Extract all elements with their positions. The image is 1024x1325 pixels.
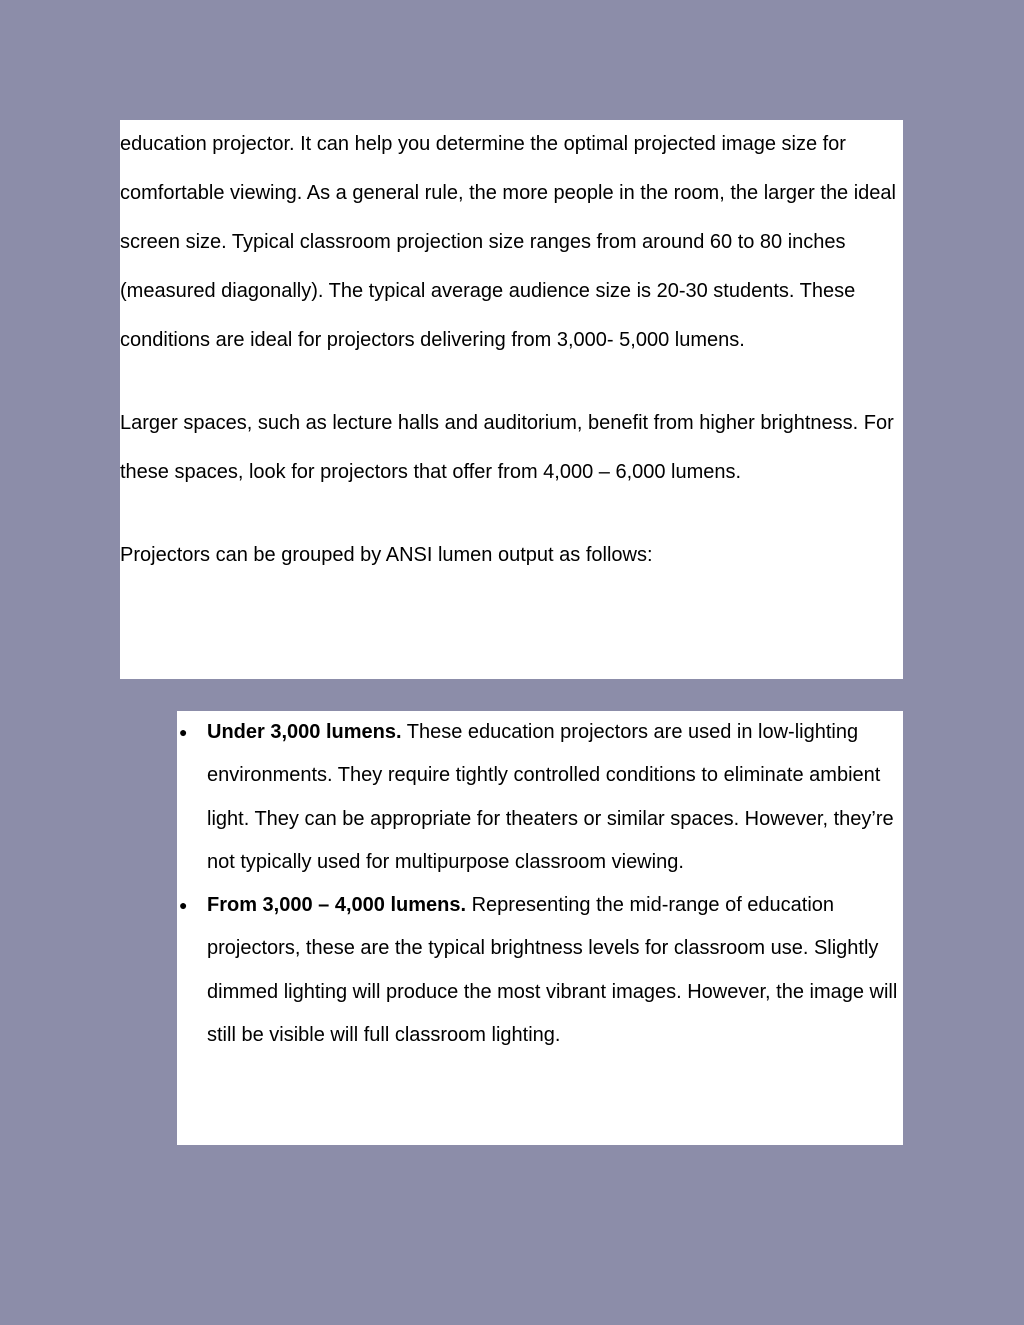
list-item-text: Representing the mid-range of education projectors, these are the typical brightness levels for classroom use. Slightly dimmed lighting will produce the most vibrant images. However, the image will still be visible will full classroom lighting. <box>207 894 898 1047</box>
bullet-icon: ● <box>179 724 188 740</box>
lumen-bullet-list <box>177 711 903 1057</box>
paragraph-larger-spaces: Larger spaces, such as lecture halls and auditorium, benefit from higher brightness. For these spaces, look for projectors that offer from 4,000 – 6,000 lumens. <box>120 412 894 483</box>
intro-text-block <box>120 120 903 679</box>
list-item-text: These education projectors are used in low-lighting environments. They require tightly controlled conditions to eliminate ambient light. They can be appropriate for theaters or similar spaces. However, they’re not typically used for multipurpose classroom viewing. <box>207 721 894 873</box>
list-item <box>177 711 903 884</box>
paragraph-grouping-intro: Projectors can be grouped by ANSI lumen output as follows: <box>120 544 653 566</box>
bullet-icon: ● <box>179 897 188 914</box>
lumen-list-block <box>177 711 903 1145</box>
list-item-heading: From 3,000 – 4,000 lumens. <box>207 894 467 917</box>
paragraph-gap <box>120 365 903 399</box>
paragraph-screen-size: education projector. It can help you determine the optimal projected image size for comfortable viewing. As a general rule, the more people in the room, the larger the ideal screen size. Typical classroom projection size ranges from around 60 to 80 inches (measured diagonally). The typical average audience size is 20-30 students. These conditions are ideal for projectors delivering from 3,000- 5,000 lumens. <box>120 133 896 351</box>
paragraph-gap <box>120 497 903 531</box>
list-item <box>177 884 903 1057</box>
list-item-heading: Under 3,000 lumens. <box>207 721 402 743</box>
